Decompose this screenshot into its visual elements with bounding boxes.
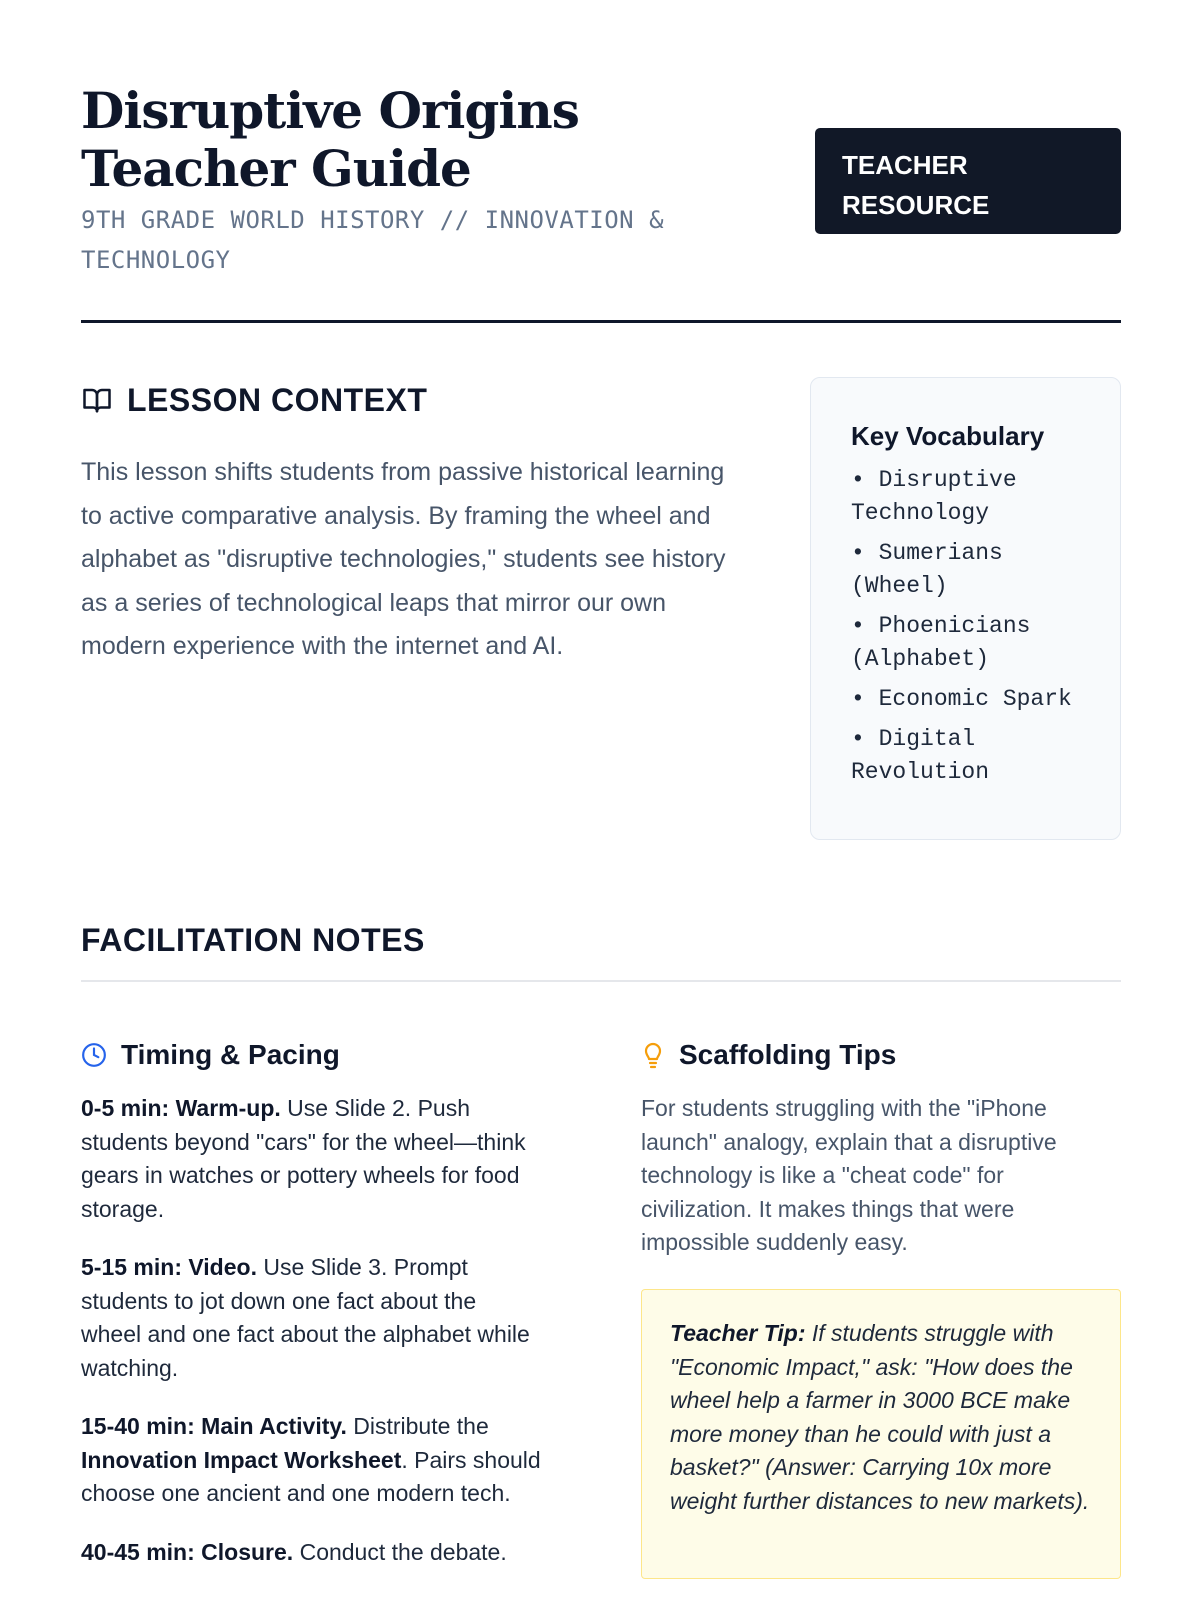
scaffolding-column xyxy=(641,1036,1121,1514)
timing-note-text: Distribute the xyxy=(346,1413,489,1439)
timing-note-label: 0-5 min: Warm-up. xyxy=(81,1095,281,1121)
lesson-context-body: This lesson shifts students from passive historical learning to active comparative analysis. By framing the wheel and alphabet as "disruptive technologies," students see history as a series of technological leaps that mirror our own modern experience with the internet and AI. xyxy=(81,458,726,660)
key-vocabulary-card xyxy=(810,377,1121,840)
facilitation-notes-heading: FACILITATION NOTES xyxy=(81,922,425,958)
book-icon xyxy=(81,385,113,415)
teacher-tip-label: Teacher Tip: xyxy=(670,1320,806,1346)
timing-note-text: . Pairs should choose one ancient and one modern tech. xyxy=(81,1446,541,1506)
lightbulb-icon xyxy=(641,1041,665,1069)
timing-note-text: Conduct the debate. xyxy=(293,1538,507,1565)
timing-heading xyxy=(81,1036,541,1074)
timing-pacing-column xyxy=(81,1036,541,1594)
teacher-resource-badge: TEACHER RESOURCE xyxy=(815,128,1121,234)
worksheet-name: Innovation Impact Worksheet xyxy=(81,1446,402,1473)
scaffolding-heading-label: Scaffolding Tips xyxy=(679,1039,897,1070)
vocabulary-heading: Key Vocabulary xyxy=(851,421,1045,451)
teacher-tip-callout xyxy=(641,1289,1121,1579)
scaffolding-heading xyxy=(641,1036,1121,1074)
timing-heading-label: Timing & Pacing xyxy=(121,1039,340,1070)
vocabulary-item: • Sumerians (Wheel) xyxy=(851,540,1003,599)
timing-note-label: 40-45 min: Closure. xyxy=(81,1538,294,1565)
teacher-guide-page xyxy=(81,0,1121,1600)
lesson-context-title: LESSON CONTEXT xyxy=(127,381,428,418)
vocabulary-item: • Phoenicians (Alphabet) xyxy=(851,613,1031,672)
vocabulary-list xyxy=(851,464,1080,789)
timing-note-label: 15-40 min: Main Activity. xyxy=(81,1413,347,1439)
page-title: Disruptive Origins Teacher Guide xyxy=(81,81,579,198)
facilitation-divider xyxy=(81,980,1121,982)
vocabulary-item: • Economic Spark xyxy=(851,686,1072,712)
clock-icon xyxy=(81,1042,107,1068)
timing-note xyxy=(81,1536,541,1570)
timing-note-label: 5-15 min: Video. xyxy=(81,1254,257,1280)
lesson-context-heading xyxy=(81,380,427,420)
timing-note xyxy=(81,1410,541,1511)
page-subtitle: 9TH GRADE WORLD HISTORY // INNOVATION & TECHNOLOGY xyxy=(81,206,665,274)
header-divider xyxy=(81,320,1121,323)
vocabulary-item: • Disruptive Technology xyxy=(851,467,1017,526)
scaffolding-body: For students struggling with the "iPhone launch" analogy, explain that a disruptive technology is like a "cheat code" for civilization. It makes things that were impossible suddenly easy. xyxy=(641,1095,1057,1255)
teacher-tip-text: If students struggle with "Economic Impact," ask: "How does the wheel help a farmer in 3000 BCE make more money than he could with just a basket?" (Answer: Carrying 10x more weight further distances to new markets). xyxy=(670,1320,1090,1514)
vocabulary-item: • Digital Revolution xyxy=(851,726,990,785)
timing-note-text: Use Slide 2. Push students beyond "cars" for the wheel—think gears in watches or pottery wheels for food storage. xyxy=(81,1095,526,1222)
timing-note xyxy=(81,1251,541,1385)
page-header xyxy=(81,82,1121,322)
timing-note xyxy=(81,1092,541,1226)
timing-note-text: Use Slide 3. Prompt students to jot down one fact about the wheel and one fact about the alphabet while watching. xyxy=(81,1254,530,1381)
